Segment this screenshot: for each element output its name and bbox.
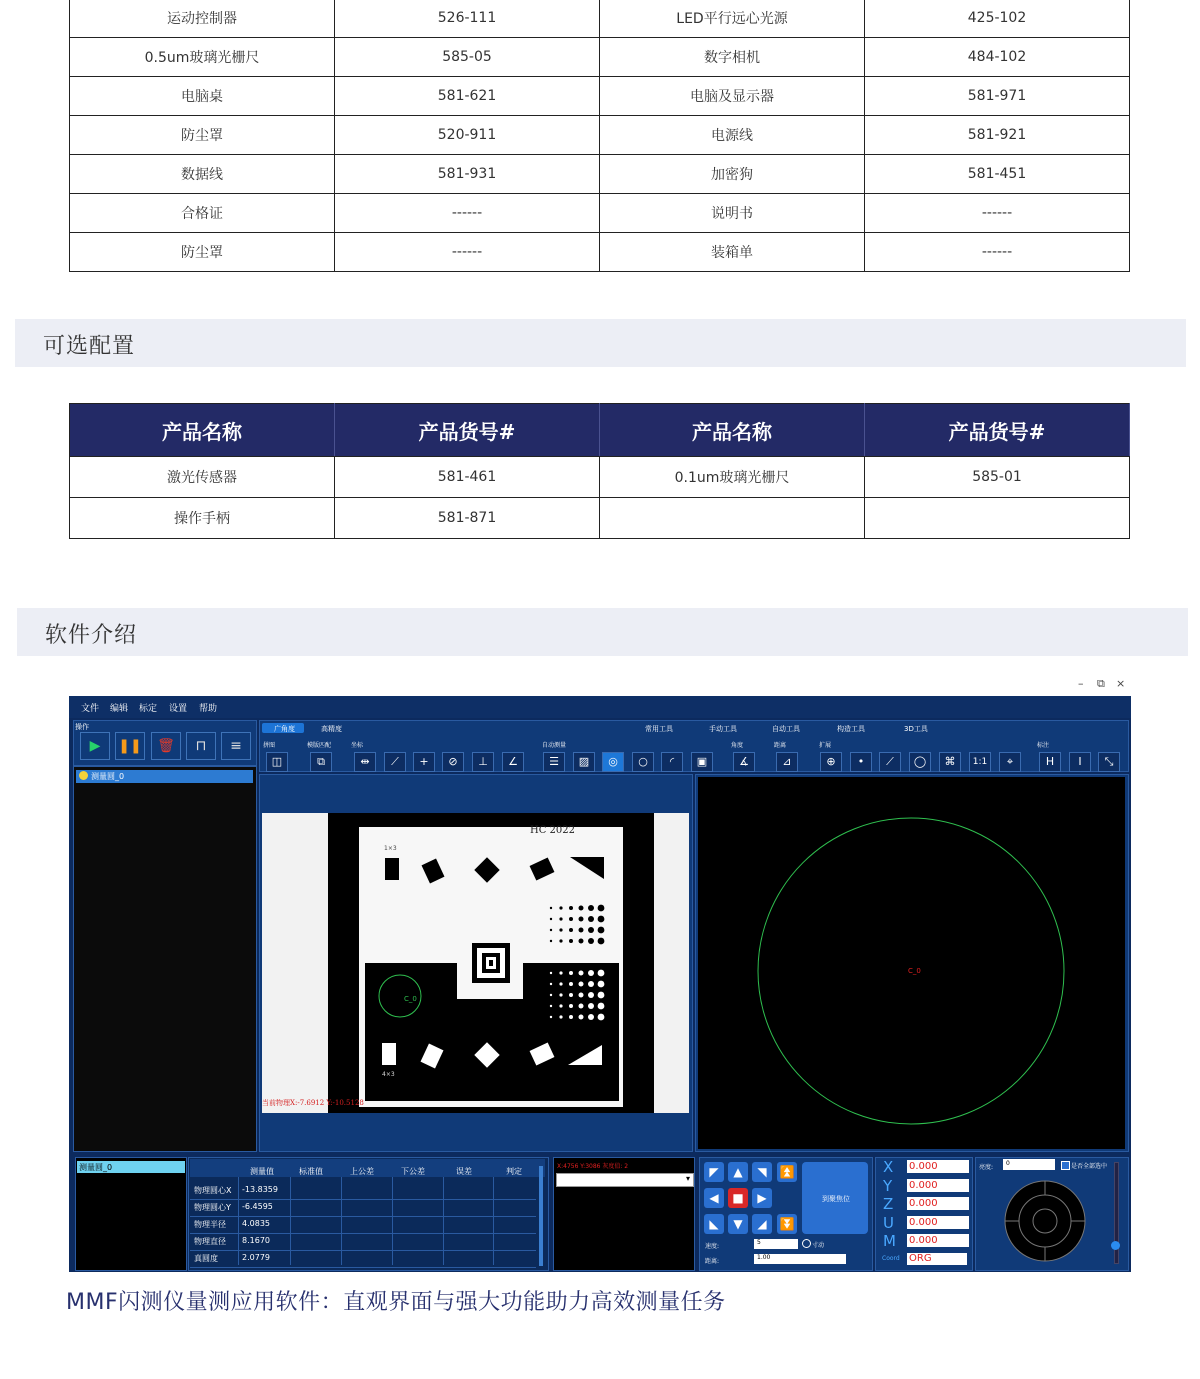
jog-right-icon[interactable]: ▶ xyxy=(752,1188,772,1208)
operation-label: 操作 xyxy=(75,723,89,731)
table-cell: 585-05 xyxy=(335,38,600,77)
table-header: 产品名称 xyxy=(70,404,335,457)
i-dimension-tool[interactable]: I xyxy=(1069,752,1091,772)
table-cell: ------ xyxy=(335,194,600,233)
table-cell: 装箱单 xyxy=(600,233,865,272)
group-label-template: 模版匹配 xyxy=(307,742,332,749)
measure-row-name: 真圆度 xyxy=(194,1254,218,1263)
table-row xyxy=(70,498,1130,539)
speed-value: 5 xyxy=(757,1239,761,1246)
speed-select[interactable] xyxy=(754,1239,798,1249)
group-label-annotate: 标注 xyxy=(1037,742,1050,749)
col-header-measured: 测量值 xyxy=(250,1167,274,1176)
restore-icon[interactable]: ⧉ xyxy=(1097,677,1105,690)
table-cell: 电源线 xyxy=(600,116,865,155)
result-list-panel xyxy=(75,1157,187,1271)
software-screenshot xyxy=(69,696,1131,1272)
ratio-tool[interactable]: 1:1 xyxy=(969,752,991,772)
circle-label: C_0 xyxy=(404,995,417,1003)
section-title: 软件介绍 xyxy=(45,623,138,648)
table-cell: 581-931 xyxy=(335,155,600,194)
grid-line xyxy=(238,1177,239,1265)
speed-label: 速度: xyxy=(705,1243,720,1250)
measure-scrollbar[interactable] xyxy=(539,1166,543,1266)
curve-tool[interactable]: ⌘ xyxy=(939,752,961,772)
tab-wide-angle[interactable]: 广角度 xyxy=(274,725,295,733)
arc-tool[interactable]: ◜ xyxy=(661,752,683,772)
table-cell: LED平行远心光源 xyxy=(600,0,865,38)
table-cell: 0.5um玻璃光栅尺 xyxy=(70,38,335,77)
stop-icon[interactable]: ■ xyxy=(728,1188,748,1208)
grid-line xyxy=(392,1177,393,1265)
grid-line xyxy=(341,1177,342,1265)
table-row xyxy=(70,194,1130,233)
table-cell: 581-461 xyxy=(335,457,600,498)
angle-tool[interactable]: ∡ xyxy=(733,752,755,772)
jog-down-left-icon[interactable]: ◣ xyxy=(704,1214,724,1234)
result-circle-label: C_0 xyxy=(908,967,921,975)
col-header-lower-tol: 下公差 xyxy=(401,1167,425,1176)
jog-mode-label: 寸动 xyxy=(812,1242,825,1249)
tab-3d-tools[interactable]: 3D工具 xyxy=(904,725,928,733)
brightness-input[interactable] xyxy=(1003,1159,1055,1170)
tab-auto-tools[interactable]: 自动工具 xyxy=(772,725,800,733)
stitch-tool[interactable]: ◫ xyxy=(266,752,288,772)
measure-row[interactable] xyxy=(190,1250,536,1268)
menu-settings[interactable]: 设置 xyxy=(169,704,188,714)
z-up-icon[interactable]: ⏫ xyxy=(777,1162,797,1182)
axis-value[interactable]: 0.000 xyxy=(907,1197,969,1210)
group-label-stitch: 拼图 xyxy=(263,742,276,749)
table-cell: 数据线 xyxy=(70,155,335,194)
group-label-distance: 距离 xyxy=(774,742,787,749)
axis-value[interactable]: 0.000 xyxy=(907,1234,969,1247)
tree-item[interactable] xyxy=(76,770,253,783)
focus-button[interactable] xyxy=(802,1162,868,1234)
ring-tool[interactable]: ○ xyxy=(632,752,654,772)
table-cell: ------ xyxy=(335,233,600,272)
cross-tool[interactable]: + xyxy=(413,752,435,772)
circle-line-tool[interactable]: ⊘ xyxy=(442,752,464,772)
light-ring-dial[interactable] xyxy=(1003,1179,1087,1263)
grid-line xyxy=(290,1177,291,1265)
focus-button-label: 到聚焦位 xyxy=(822,1195,850,1203)
h-dimension-tool[interactable]: H xyxy=(1039,752,1061,772)
axis-label: M xyxy=(883,1232,896,1250)
jog-up-left-icon[interactable]: ◤ xyxy=(704,1162,724,1182)
rotate-tool[interactable]: ∠ xyxy=(502,752,524,772)
tab-manual-tools[interactable]: 手动工具 xyxy=(709,725,737,733)
section-title: 可选配置 xyxy=(43,334,136,359)
jog-up-icon[interactable]: ▲ xyxy=(728,1162,748,1182)
measure-row-name: 物理直径 xyxy=(194,1237,226,1246)
point-tool[interactable]: • xyxy=(850,752,872,772)
measure-row-name: 物理圆心X xyxy=(194,1186,232,1195)
play-icon[interactable]: ▶ xyxy=(80,732,110,760)
table-cell: ------ xyxy=(865,194,1130,233)
measure-row[interactable] xyxy=(190,1199,536,1217)
axis-tool[interactable]: ⊥ xyxy=(472,752,494,772)
menu-file[interactable]: 文件 xyxy=(81,704,100,714)
standard-config-table xyxy=(69,0,1130,272)
table-cell: 电脑桌 xyxy=(70,77,335,116)
result-list-label: 测量圆_0 xyxy=(79,1163,113,1172)
distance-label: 距离: xyxy=(705,1258,720,1265)
result-view[interactable] xyxy=(698,777,1125,1149)
menu-calibrate[interactable]: 标定 xyxy=(139,704,158,714)
table-cell: 激光传感器 xyxy=(70,457,335,498)
group-label-auto-measure: 自动测量 xyxy=(542,742,567,749)
col-header-error: 误差 xyxy=(456,1167,472,1176)
col-header-upper-tol: 上公差 xyxy=(350,1167,374,1176)
jog-up-right-icon[interactable]: ◥ xyxy=(752,1162,772,1182)
grid-top-label: 1×3 xyxy=(384,845,397,852)
coord-value: ORG xyxy=(909,1253,932,1264)
measure-row-value: -6.4595 xyxy=(242,1202,273,1211)
measure-row-value: 2.0779 xyxy=(242,1253,270,1262)
measure-row[interactable] xyxy=(190,1216,536,1234)
table-cell: 581-871 xyxy=(335,498,600,539)
table-cell: 0.1um玻璃光栅尺 xyxy=(600,457,865,498)
tree-item-label: 测量圆_0 xyxy=(91,772,125,781)
table-cell: 425-102 xyxy=(865,0,1130,38)
figure-caption: MMF闪测仪量测应用软件：直观界面与强大功能助力高效测量任务 xyxy=(66,1290,726,1315)
distance-input[interactable] xyxy=(754,1254,846,1264)
measure-row-name: 物理半径 xyxy=(194,1220,226,1229)
axis-value[interactable]: 0.000 xyxy=(907,1179,969,1192)
coord-readout: 当前物理X:-7.6912 Y:-10.5128 xyxy=(262,1099,364,1107)
close-icon[interactable]: × xyxy=(1116,677,1126,690)
grid-line xyxy=(493,1177,494,1265)
axis-label: Z xyxy=(883,1195,894,1213)
table-cell: 520-911 xyxy=(335,116,600,155)
table-cell: 数字相机 xyxy=(600,38,865,77)
lock-icon[interactable]: ⊓ xyxy=(186,732,216,760)
optional-config-table xyxy=(69,403,1130,539)
template-match-tool[interactable]: ⧉ xyxy=(310,752,332,772)
menu-icon[interactable]: ≡ xyxy=(221,732,251,760)
jog-left-icon[interactable]: ◀ xyxy=(704,1188,724,1208)
brightness-label: 亮度: xyxy=(979,1164,994,1171)
pixel-dropdown[interactable] xyxy=(556,1173,694,1187)
pixel-info: X:4756 Y:3086 灰度值: 2 xyxy=(557,1163,629,1170)
extend-tool[interactable]: ⊕ xyxy=(820,752,842,772)
result-circle xyxy=(698,777,1125,1149)
region-tool[interactable]: ▨ xyxy=(573,752,595,772)
auto-measure-tool[interactable]: ☰ xyxy=(543,752,565,772)
table-cell: 防尘罩 xyxy=(70,233,335,272)
table-cell: 电脑及显示器 xyxy=(600,77,865,116)
table-cell: 581-971 xyxy=(865,77,1130,116)
table-header: 产品名称 xyxy=(600,404,865,457)
table-row xyxy=(70,233,1130,272)
table-header: 产品货号# xyxy=(865,404,1130,457)
select-all-label: 是否全部选中 xyxy=(1071,1163,1108,1170)
distance-value: 1.00 xyxy=(757,1254,771,1261)
line-angle-tool[interactable]: ⟋ xyxy=(384,752,406,772)
measure-row-value: 4.0835 xyxy=(242,1219,270,1228)
grid-line xyxy=(443,1177,444,1265)
table-cell: 合格证 xyxy=(70,194,335,233)
slant-dimension-tool[interactable]: ⤡ xyxy=(1098,752,1120,772)
circle-item-icon xyxy=(79,771,88,780)
software-section-header xyxy=(17,608,1188,656)
group-label-angle: 角度 xyxy=(731,742,744,749)
group-label-extend: 扩展 xyxy=(819,742,832,749)
measure-row-name: 物理圆心Y xyxy=(194,1203,231,1212)
table-cell xyxy=(600,498,865,539)
axis-label: X xyxy=(883,1158,894,1176)
jog-down-icon[interactable]: ▼ xyxy=(728,1214,748,1234)
measure-row-value: -13.8359 xyxy=(242,1185,278,1194)
coord-tool[interactable]: ⇹ xyxy=(354,752,376,772)
target-tool[interactable]: ⌖ xyxy=(999,752,1021,772)
axis-value[interactable]: 0.000 xyxy=(907,1216,969,1229)
circle-measure-tool[interactable]: ◎ xyxy=(602,752,624,772)
delete-icon[interactable]: 🗑 xyxy=(151,732,181,760)
coord-label: Coord xyxy=(882,1255,900,1262)
table-cell: 581-921 xyxy=(865,116,1130,155)
measure-row-value: 8.1670 xyxy=(242,1236,270,1245)
table-cell: 581-451 xyxy=(865,155,1130,194)
table-header: 产品货号# xyxy=(335,404,600,457)
chevron-down-icon: ▾ xyxy=(685,1174,690,1183)
axis-label: Y xyxy=(883,1176,893,1195)
table-row xyxy=(70,116,1130,155)
distance-tool[interactable]: ⊿ xyxy=(776,752,798,772)
tab-common-tools[interactable]: 常用工具 xyxy=(645,725,673,733)
line-tool[interactable]: ⟋ xyxy=(879,752,901,772)
table-cell: ------ xyxy=(865,233,1130,272)
brightness-value: 0 xyxy=(1006,1160,1010,1167)
col-header-standard: 标准值 xyxy=(299,1167,323,1176)
z-down-icon[interactable]: ⏬ xyxy=(777,1214,797,1234)
axis-value[interactable]: 0.000 xyxy=(907,1160,969,1173)
table-cell: 防尘罩 xyxy=(70,116,335,155)
menu-help[interactable]: 帮助 xyxy=(199,704,218,714)
table-cell xyxy=(865,498,1130,539)
optional-section-header xyxy=(15,319,1186,367)
table-cell: 581-621 xyxy=(335,77,600,116)
measure-row[interactable] xyxy=(190,1182,536,1200)
jog-mode-radio[interactable] xyxy=(802,1239,811,1248)
jog-down-right-icon[interactable]: ◢ xyxy=(752,1214,772,1234)
table-row xyxy=(70,38,1130,77)
table-row xyxy=(70,155,1130,194)
col-header-judge: 判定 xyxy=(506,1167,522,1176)
table-cell: 526-111 xyxy=(335,0,600,38)
tab-high-precision[interactable]: 高精度 xyxy=(321,725,342,733)
grid-bottom-label: 4×3 xyxy=(382,1071,395,1078)
element-tree-panel xyxy=(73,766,257,1152)
select-all-checkbox[interactable] xyxy=(1061,1161,1070,1170)
brightness-slider-handle[interactable] xyxy=(1111,1241,1120,1250)
menu-edit[interactable]: 编辑 xyxy=(110,704,129,714)
result-list-item[interactable] xyxy=(77,1161,185,1173)
table-cell: 操作手柄 xyxy=(70,498,335,539)
rect-tool[interactable]: ▣ xyxy=(691,752,713,772)
table-cell: 585-01 xyxy=(865,457,1130,498)
table-cell: 说明书 xyxy=(600,194,865,233)
circle-tool[interactable]: ◯ xyxy=(909,752,931,772)
camera-image[interactable] xyxy=(262,813,689,1113)
minimize-icon[interactable]: – xyxy=(1078,677,1084,690)
table-row xyxy=(70,0,1130,38)
table-row xyxy=(70,457,1130,498)
table-cell: 运动控制器 xyxy=(70,0,335,38)
table-row xyxy=(70,77,1130,116)
coord-select[interactable] xyxy=(907,1253,967,1265)
measure-row[interactable] xyxy=(190,1233,536,1251)
group-label-coord: 坐标 xyxy=(351,742,364,749)
camera-image-canvas xyxy=(262,813,689,1113)
tab-construct-tools[interactable]: 构造工具 xyxy=(837,725,865,733)
axis-label: U xyxy=(883,1213,894,1232)
table-cell: 加密狗 xyxy=(600,155,865,194)
menu-bar xyxy=(69,696,1131,718)
sample-title: HC 2022 xyxy=(530,825,575,836)
pause-icon[interactable]: ❚❚ xyxy=(115,732,145,760)
table-cell: 484-102 xyxy=(865,38,1130,77)
